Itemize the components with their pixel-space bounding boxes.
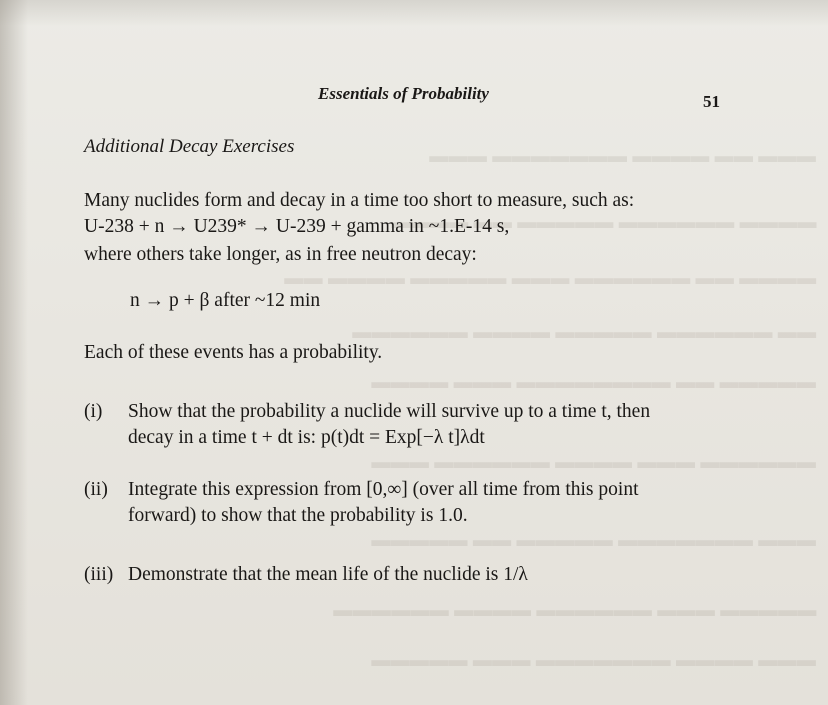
intro-line-2: U-238 + n → U239* → U-239 + gamma in ~1.E-14 s, <box>84 216 510 237</box>
exercise-text-continued: decay in a time t + dt is: p(t)dt = Exp[−λ t]λdt <box>128 427 485 448</box>
exercise-text: Integrate this expression from [0,∞] (over all time from this point <box>128 479 639 500</box>
intro-line-1: Many nuclides form and decay in a time too short to measure, such as: <box>84 190 635 211</box>
exercise-item <box>84 562 528 588</box>
exercise-text: Demonstrate that the mean life of the nuclide is 1/λ <box>128 564 528 585</box>
exercise-item <box>84 477 639 529</box>
neutron-decay-equation: n → p + β after ~12 min <box>130 290 321 311</box>
exercise-text: Show that the probability a nuclide will survive up to a time t, then <box>128 401 651 422</box>
events-statement: Each of these events has a probability. <box>84 342 383 363</box>
page-gutter-shadow <box>0 0 28 705</box>
bleed-through-texture: ▬▬▬▬▬ ▬▬▬ ▬▬▬▬▬▬ ▬▬▬▬ ▬▬▬▬▬▬ <box>332 600 816 621</box>
page-number: 51 <box>703 92 720 111</box>
exercise-number: (iii) <box>84 564 114 585</box>
intro-line-3: where others take longer, as in free neutron decay: <box>84 244 477 265</box>
exercise-item <box>84 399 650 451</box>
running-head: Essentials of Probability <box>318 84 489 103</box>
exercise-number: (i) <box>84 401 103 422</box>
exercise-number: (ii) <box>84 479 108 500</box>
section-title: Additional Decay Exercises <box>84 136 295 157</box>
bleed-through-texture: ▬▬▬▬ ▬▬ ▬▬▬▬▬▬ ▬▬▬ ▬▬▬▬▬ ▬▬▬▬ ▬▬ <box>283 268 816 289</box>
bleed-through-texture: ▬▬▬▬▬▬ ▬▬▬ ▬▬▬▬ ▬▬▬▬▬▬ ▬▬▬ <box>371 452 816 473</box>
bleed-through-texture: ▬▬▬▬ ▬▬▬▬▬▬ ▬▬▬▬▬ ▬▬ ▬▬▬▬ <box>390 212 816 233</box>
bleed-through-texture: ▬▬▬▬▬ ▬▬ ▬▬▬▬▬▬▬▬ ▬▬▬ ▬▬▬▬ <box>371 372 816 393</box>
exercise-text-continued: forward) to show that the probability is 1.0. <box>128 505 468 526</box>
bleed-through-texture: ▬▬▬ ▬▬▬▬ ▬▬▬▬▬▬▬ ▬▬▬ ▬▬▬▬▬ <box>371 650 816 671</box>
page-top-shadow <box>0 0 828 26</box>
bleed-through-texture: ▬▬▬ ▬▬ ▬▬▬▬ ▬▬▬▬▬▬▬ ▬▬▬ <box>429 146 816 167</box>
bleed-through-texture: ▬▬ ▬▬▬▬▬▬ ▬▬▬▬▬ ▬▬▬▬ ▬▬▬▬▬▬ <box>351 322 816 343</box>
bleed-through-texture: ▬▬▬ ▬▬▬▬▬▬▬ ▬▬▬▬▬ ▬▬ ▬▬▬▬▬ <box>371 530 816 551</box>
